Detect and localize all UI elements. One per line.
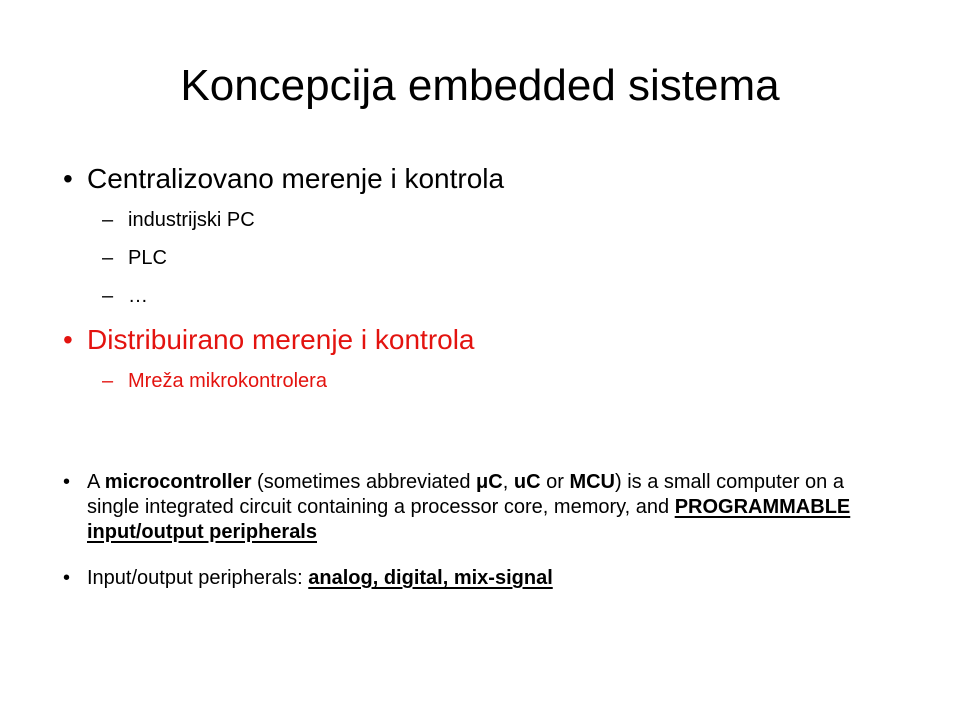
dash: – [102, 247, 114, 269]
text-run: Input/output peripherals: [87, 567, 309, 589]
dash: – [102, 370, 114, 392]
paragraph-peripherals [63, 566, 893, 591]
text-run: , [502, 471, 514, 493]
paragraph-microcontroller [63, 470, 893, 545]
bullet-text: Centralizovano merenje i kontrola [87, 163, 505, 194]
sub-bullet-text: industrijski PC [128, 209, 255, 231]
text-run: ) is a small computer on a single integrated circuit containing a processor core, memory, and [87, 471, 844, 518]
text-run: A [87, 471, 105, 493]
sub-bullet-text: PLC [128, 247, 167, 269]
bold-term: μC [476, 471, 503, 493]
bullet-dot: • [63, 324, 73, 355]
sub-bullet-ellipsis [102, 284, 148, 308]
bold-term: MCU [569, 471, 615, 493]
text-run: (sometimes abbreviated [251, 471, 477, 493]
dash: – [102, 209, 114, 231]
bullet-dot: • [63, 567, 71, 589]
sub-bullet-text: Mreža mikrokontrolera [128, 370, 327, 392]
bullet-dot: • [63, 471, 71, 493]
sub-bullet-plc [102, 246, 167, 270]
bullet-distributed [63, 323, 475, 357]
bullet-text: Distribuirano merenje i kontrola [87, 324, 475, 355]
bold-term: uC [513, 471, 541, 493]
underlined-term: PROGRAMMABLE input/output peripherals [87, 496, 851, 543]
sub-bullet-industrial-pc [102, 208, 255, 232]
sub-bullet-text: … [128, 285, 148, 307]
sub-bullet-mcu-network [102, 369, 327, 393]
bold-term: microcontroller [104, 471, 252, 493]
paragraph-text [87, 470, 893, 545]
underlined-term: analog, digital, mix-signal [308, 567, 553, 589]
bullet-centralized [63, 162, 504, 196]
slide-title: Koncepcija embedded sistema [180, 61, 780, 110]
text-run: or [540, 471, 570, 493]
paragraph-text [87, 566, 893, 591]
bullet-dot: • [63, 163, 73, 194]
dash: – [102, 285, 114, 307]
